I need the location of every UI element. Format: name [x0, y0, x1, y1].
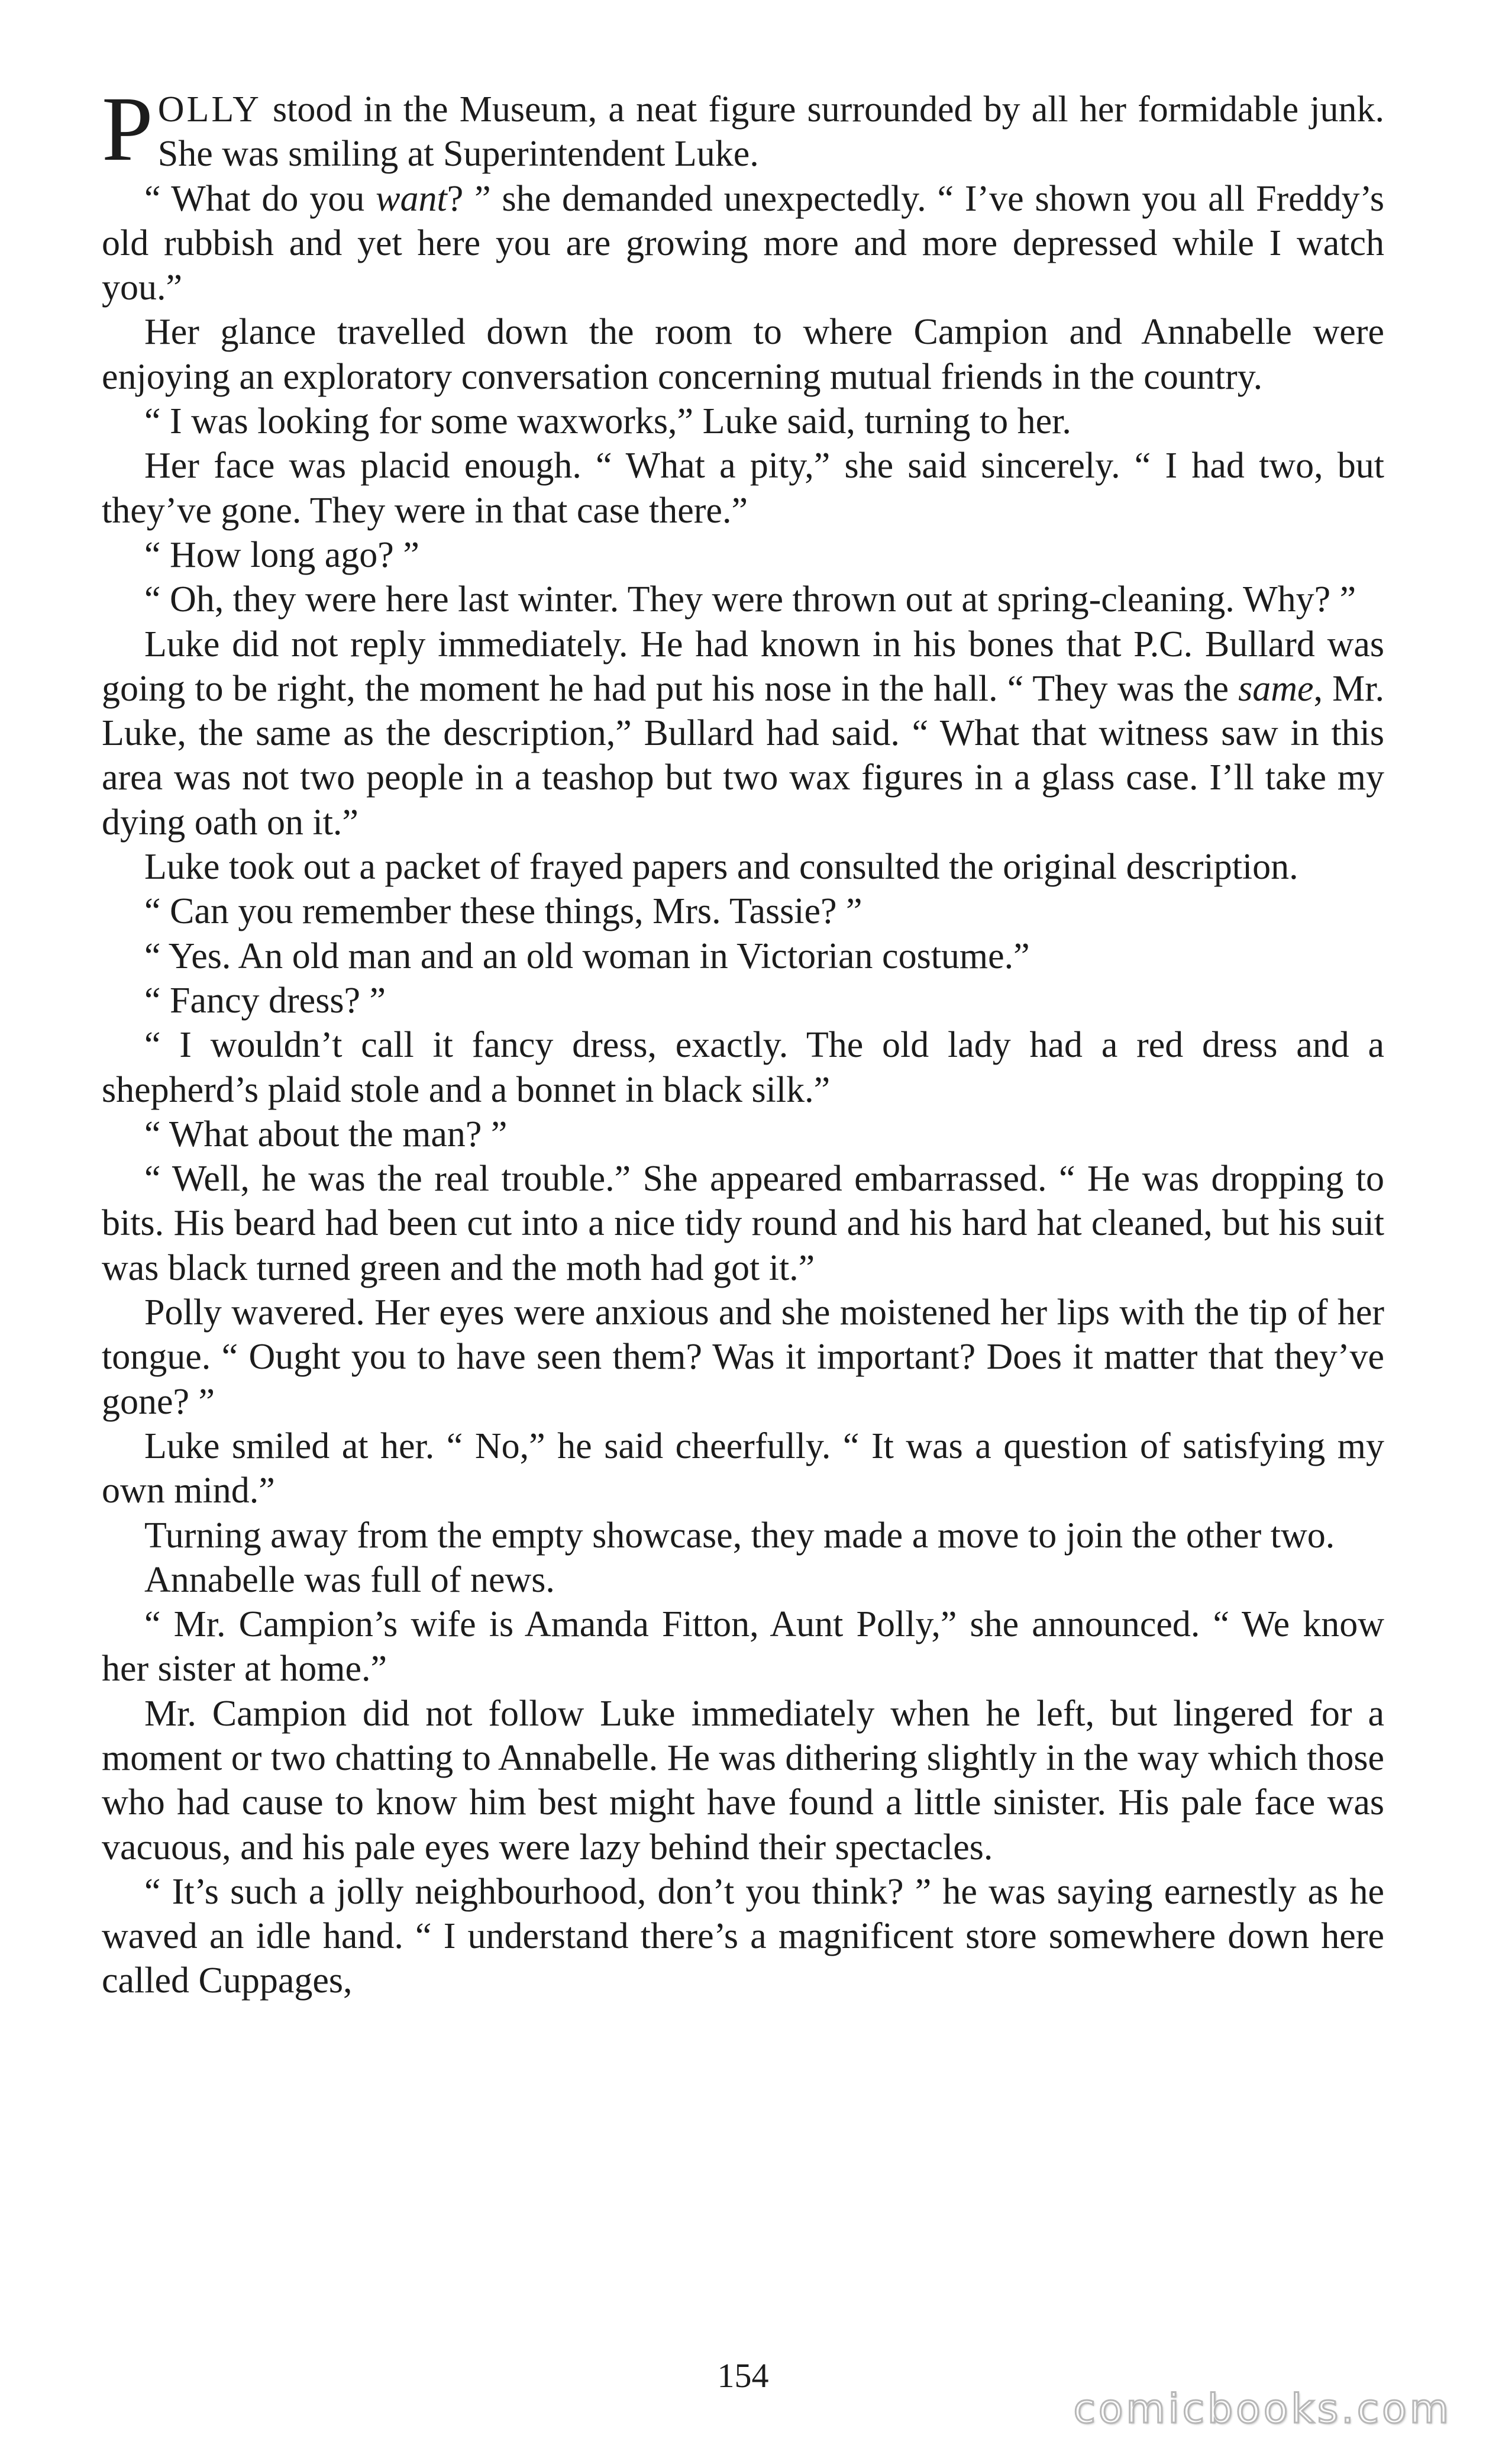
paragraph: “ Mr. Campion’s wife is Amanda Fitton, Aunt Polly,” she announced. “ We know her sister at home.” — [102, 1604, 1384, 1689]
paragraph-text: stood in the Museum, a neat figure surrounded by all her formidable junk. She was smiling at Superintendent Luke. — [157, 89, 1384, 175]
paragraph: Turning away from the empty showcase, they made a move to join the other two. — [144, 1515, 1335, 1556]
paragraph: Luke did not reply immediately. He had known in his bones that P.C. Bullard was going to be right, the moment he had put his nose in the hall. “ They was the same, Mr. Luke, the same as the description,” Bullard had said. “ What that witness saw in this area was not two people in a teashop but two wax figures in a glass case. I’ll take my dying oath on it.” — [102, 624, 1384, 843]
paragraph: “ Oh, they were here last winter. They were thrown out at spring-cleaning. Why? ” — [144, 579, 1356, 620]
watermark-logo: comicbooks.com — [1073, 2386, 1452, 2433]
paragraph: “ How long ago? ” — [144, 534, 419, 575]
paragraph: “ Fancy dress? ” — [144, 980, 386, 1021]
paragraph: “ It’s such a jolly neighbourhood, don’t you think? ” he was saying earnestly as he waved an idle hand. “ I understand there’s a magnificent store somewhere down here called Cuppages, — [102, 1871, 1384, 2001]
paragraph: Luke smiled at her. “ No,” he said cheerfully. “ It was a question of satisfying my own mind.” — [102, 1425, 1384, 1511]
paragraph: Her face was placid enough. “ What a pity,” she said sincerely. “ I had two, but they’ve gone. They were in that case there.” — [102, 446, 1384, 531]
paragraph: “ I was looking for some waxworks,” Luke said, turning to her. — [144, 401, 1071, 442]
paragraph: “ Can you remember these things, Mrs. Tassie? ” — [144, 891, 862, 932]
paragraph: Annabelle was full of news. — [144, 1559, 555, 1600]
emphasis: want — [376, 178, 447, 219]
page-body — [102, 78, 1384, 2004]
paragraph: Polly wavered. Her eyes were anxious and she moistened her lips with the tip of her tongue. “ Ought you to have seen them? Was it important? Does it matter that they’ve gone? ” — [102, 1292, 1384, 1422]
page-number: 154 — [717, 2356, 769, 2395]
paragraph: Luke took out a packet of frayed papers and consulted the original description. — [144, 847, 1298, 888]
paragraph: “ Well, he was the real trouble.” She appeared embarrassed. “ He was dropping to bits. His beard had been cut into a nice tidy round and his hard hat cleaned, but his suit was black turned green and the moth had got it.” — [102, 1159, 1384, 1288]
paragraph: Her glance travelled down the room to where Campion and Annabelle were enjoying an exploratory conversation concerning mutual friends in the country. — [102, 312, 1384, 397]
opening-paragraph — [102, 78, 1384, 180]
paragraph: “ What about the man? ” — [144, 1114, 508, 1154]
paragraph: “ I wouldn’t call it fancy dress, exactly. The old lady had a red dress and a shepherd’s plaid stole and a bonnet in black silk.” — [102, 1025, 1384, 1110]
emphasis: same — [1238, 668, 1314, 709]
paragraph: Mr. Campion did not follow Luke immediately when he left, but lingered for a moment or two chatting to Annabelle. He was dithering slightly in the way which those who had cause to know him best might have found a little sinister. His pale face was vacuous, and his pale eyes were lazy behind their spectacles. — [102, 1693, 1384, 1868]
paragraph: “ What do you want? ” she demanded unexpectedly. “ I’ve shown you all Freddy’s old rubbish and yet here you are growing more and more depressed while I watch you.” — [102, 178, 1384, 308]
paragraph: “ Yes. An old man and an old woman in Victorian costume.” — [144, 936, 1030, 976]
first-word: OLLY — [157, 89, 261, 130]
drop-cap: P — [102, 78, 153, 180]
